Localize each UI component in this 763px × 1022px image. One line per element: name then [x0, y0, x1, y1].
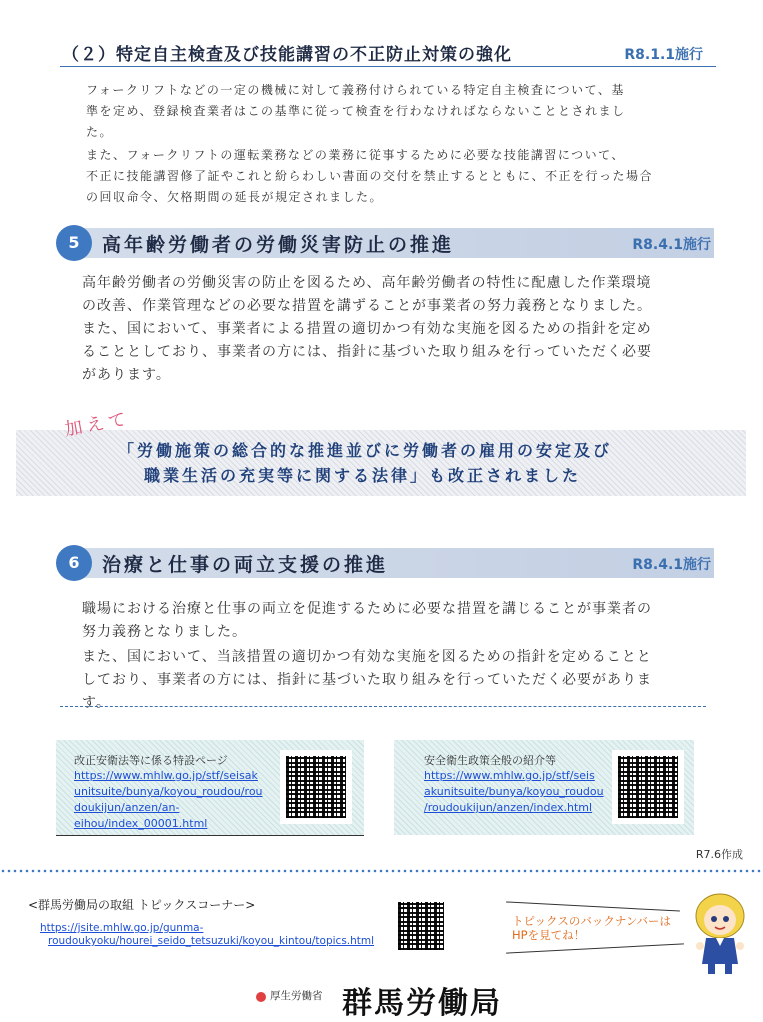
section-6-date: R8.4.1施行 — [632, 557, 711, 573]
topics-qr-code — [392, 896, 450, 956]
mascot-illustration — [690, 890, 750, 978]
dotted-band — [0, 868, 763, 874]
subsection-divider — [60, 66, 716, 67]
section-5-title: 高年齢労働者の労働災害防止の推進 — [102, 234, 455, 256]
section-6-paragraph-1: 職場における治療と仕事の両立を促進するために必要な措置を講じることが事業者の 努力義務となりました。 — [82, 601, 652, 640]
subsection-paragraph-1: フォークリフトなどの一定の機械に対して義務付けられている特定自主検査について、基 準を定め、登録検査業者はこの基準に従って検査を行わなければならないこととされまし た。 — [86, 83, 626, 139]
special-page-label: 改正安衛法等に係る特設ページ — [74, 754, 228, 767]
policy-link[interactable]: https://www.mhlw.go.jp/stf/seis akunitsuite/bunya/koyou_roudou /roudoukijun/anzen/index.html — [424, 769, 604, 814]
topics-corner-label: <群馬労働局の取組 トピックスコーナー> — [28, 898, 256, 912]
subsection-paragraph-2: また、フォークリフトの運転業務などの業務に従事するために必要な技能講習について、 不正に技能講習修了証やこれと紛らわしい書面の交付を禁止するとともに、不正を行った場合 の回収命令、欠格期間の延長が規定されました。 — [86, 148, 654, 204]
section-6-title: 治療と仕事の両立支援の推進 — [102, 554, 389, 576]
banner-line-1: 「労働施策の総合的な推進並びに労働者の雇用の安定及び — [118, 441, 613, 460]
created-date: R7.6作成 — [695, 848, 743, 861]
policy-qr-code — [612, 750, 684, 824]
section-5-date: R8.4.1施行 — [632, 237, 711, 253]
special-page-link[interactable]: https://www.mhlw.go.jp/stf/seisak unitsuite/bunya/koyou_roudou/rou doukijun/anzen/an- eihou/index_00001.html — [74, 769, 263, 830]
section-6-paragraph-2: また、国において、当該措置の適切かつ有効な実施を図るための指針を定めることと しており、事業者の方には、指針に基づいた取り組みを行っていただく必要がありま す。 — [82, 649, 652, 711]
banner-line-2: 職業生活の充実等に関する法律」も改正されました — [144, 466, 582, 485]
subsection-date: R8.1.1施行 — [624, 47, 703, 63]
section-5-paragraph-2: また、国において、事業者による措置の適切かつ有効な実施を図るための指針を定め ることとしており、事業者の方には、指針に基づいた取り組みを行っていただく必要 があります。 — [82, 321, 652, 383]
topics-link[interactable]: https://jsite.mhlw.go.jp/gunma- roudoukyoku/hourei_seido_tetsuzuki/koyou_kintou/topics.html — [40, 922, 375, 947]
section-6-number: 6 — [56, 545, 92, 581]
policy-label: 安全衛生政策全般の紹介等 — [424, 754, 556, 767]
section-5-paragraph-1: 高年齢労働者の労働災害の防止を図るため、高年齢労働者の特性に配慮した作業環境 の改善、作業管理などの必要な措置を講ずることが事業者の努力義務となりました。 — [82, 275, 652, 314]
special-page-qr-code — [280, 750, 352, 824]
ministry-name: 厚生労働省 — [270, 990, 323, 1002]
bubble-bottom-line — [506, 943, 684, 953]
subsection-title: （２）特定自主検査及び技能講習の不正防止対策の強化 — [62, 45, 512, 65]
bubble-text: トピックスのバックナンバーは HPを見てね！ — [512, 914, 672, 942]
section-5-number: 5 — [56, 225, 92, 261]
bureau-name: 群馬労働局 — [342, 986, 502, 1021]
banner-tag: 加えて — [62, 408, 132, 441]
ministry-logo-icon — [256, 992, 266, 1002]
bubble-top-line — [506, 901, 680, 911]
dashed-separator — [60, 706, 706, 707]
